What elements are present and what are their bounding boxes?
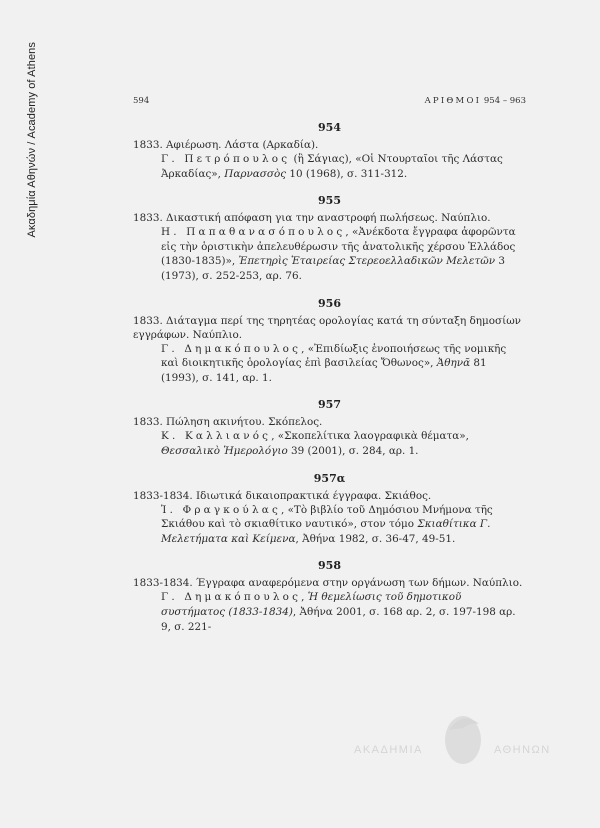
academy-watermark [354, 710, 564, 770]
entry-958 [133, 556, 526, 634]
watermark-left-text: ΑΚΑΔΗΜΙΑ [354, 744, 423, 756]
entry-954 [133, 118, 526, 181]
entries-list [133, 118, 526, 634]
entry-number: 957α [313, 471, 346, 485]
entry-number: 957 [318, 398, 341, 412]
entry-reference: Κ. Καλλιανός, «Σκοπελίτικα λαογραφικὰ θέματα», Θεσσαλικὸ Ἡμερολόγιο 39 (2001), σ. 284, αρ. 1. [161, 430, 469, 457]
running-range: 954 – 963 [483, 96, 526, 106]
entry-author: Γ. Δημακόπουλος [161, 591, 302, 604]
entry-description: 1833-1834. Ιδιωτικά δικαιοπρακτικά έγγραφα. Σκιάθος. [133, 489, 432, 502]
side-label: Ακαδημία Αθηνών / Academy of Athens [26, 42, 38, 238]
entry-957a [133, 469, 526, 547]
entry-reference: Η. Παπαθανασόπουλος, «Ἀνέκδοτα ἔγγραφα ἀφορῶντα εἰς τὴν ὁριστικὴν ἀπελευθέρωσιν τῆς ἀνατολικῆς χέρσου Ἑλλάδος (1830-1835)», Ἐπετηρὶς Ἑταιρείας Στερεοελλαδικῶν Μελετῶν 3 (1973), σ. 252-253, αρ. 76. [161, 226, 516, 282]
entry-author: Γ. Πετρόπουλος [161, 153, 291, 165]
entry-author: Ἰ. Φραγκούλας [161, 503, 281, 516]
entry-description: 1833. Πώληση ακινήτου. Σκόπελος. [133, 416, 323, 429]
entry-author: Κ. Καλλιανός [161, 430, 272, 443]
running-title [425, 96, 526, 106]
page-number: 594 [133, 96, 150, 106]
entry-number: 955 [318, 194, 341, 208]
entry-description: 1833. Αφιέρωση. Λάστα (Αρκαδία). [133, 139, 319, 151]
entry-reference: Γ. Δημακόπουλος, Ἡ θεμελίωσις τοῦ δημοτικοῦ συστήματος (1833-1834), Ἀθήνα 2001, σ. 168 αρ. 2, σ. 197-198 αρ. 9, σ. 221- [161, 591, 516, 633]
watermark-right-text: ΑΘΗΝΩΝ [494, 744, 551, 756]
entry-number: 954 [318, 121, 341, 134]
entry-description: 1833. Διάταγμα περί της τηρητέας ορολογίας κατά τη σύνταξη δημοσίων εγγράφων. Ναύπλιο. [133, 314, 521, 341]
entry-reference: Γ. Δημακόπουλος, «Ἐπιδίωξις ἑνοποιήσεως τῆς νομικῆς καὶ διοικητικῆς ὁρολογίας ἐπὶ βασιλείας Ὄθωνος», Ἀθηνᾶ 81 (1993), σ. 141, αρ. 1. [161, 342, 507, 384]
entry-reference: Ἰ. Φραγκούλας, «Τὸ βιβλίο τοῦ Δημόσιου Μνήμονα τῆς Σκιάθου καὶ τὸ σκιαθίτικο ναυτικό», στον τόμο Σκιαθίτικα Γ. Μελετήματα καὶ Κείμενα, Ἀθήνα 1982, σ. 36-47, 49-51. [161, 503, 493, 545]
athena-head-icon [439, 710, 487, 768]
running-head [133, 96, 526, 106]
entry-author: Γ. Δημακόπουλος [161, 342, 302, 355]
entry-number: 958 [318, 559, 341, 573]
entry-956 [133, 294, 526, 386]
entry-author: Η. Παπαθανασόπουλος [161, 226, 346, 239]
entry-reference: Γ. Πετρόπουλος (ἢ Σάγιας), «Οἱ Ντουρταῖοι τῆς Λάστας Ἀρκαδίας», Παρνασσὸς 10 (1968), σ. 311-312. [161, 153, 503, 180]
entry-957 [133, 395, 526, 458]
entry-description: 1833-1834. Έγγραφα αναφερόμενα στην οργάνωση των δήμων. Ναύπλιο. [133, 577, 523, 590]
running-title-text: ΑΡΙΘΜΟΙ [424, 96, 482, 106]
entry-955 [133, 191, 526, 283]
entry-description: 1833. Δικαστική απόφαση για την αναστροφή πωλήσεως. Ναύπλιο. [133, 212, 491, 225]
entry-number: 956 [318, 296, 341, 310]
